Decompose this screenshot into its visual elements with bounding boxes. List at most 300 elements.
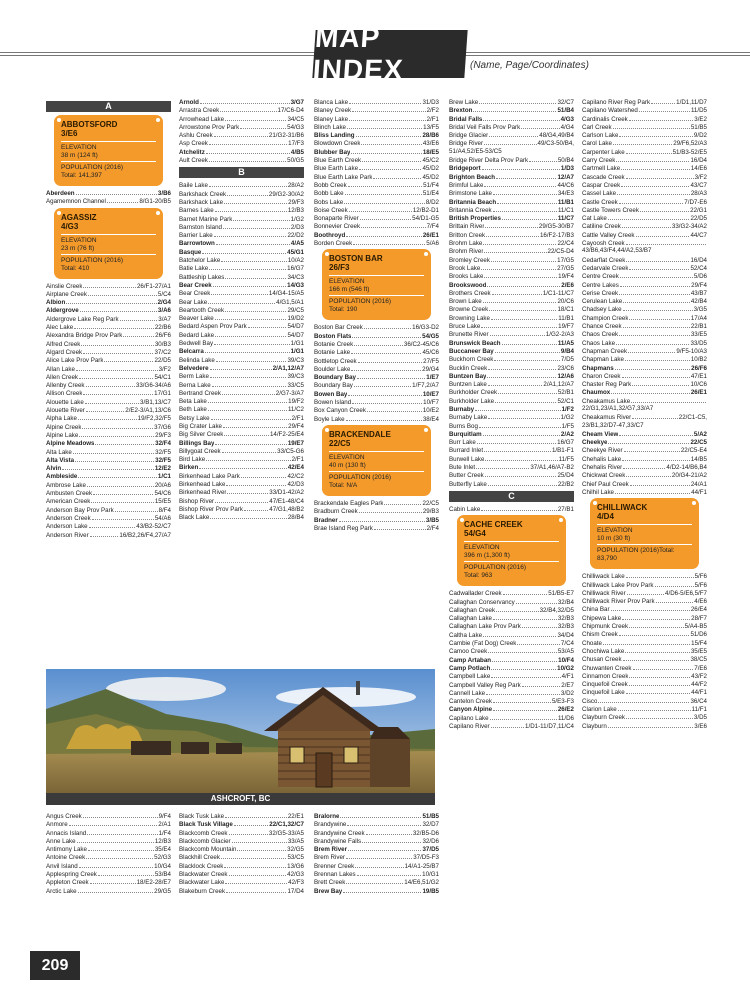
index-entry — [314, 139, 439, 147]
leader-dots — [361, 139, 421, 145]
town-name-text: CHILLIWACK — [597, 503, 648, 513]
entry-page: 16/F2-17/B3 — [539, 231, 574, 239]
entry-name: Anvil Island — [46, 862, 78, 870]
entry-page: 11/B1 — [557, 198, 574, 206]
index-entry — [582, 189, 707, 197]
entry-page: 11/B1 — [558, 314, 574, 322]
index-entry — [314, 499, 439, 507]
leader-dots — [210, 513, 287, 519]
town-info-card — [590, 498, 699, 569]
index-entry — [582, 680, 707, 688]
entry-name: Asp Creek — [179, 140, 208, 148]
index-entry — [582, 364, 707, 372]
index-entry — [582, 173, 707, 181]
index-entry — [449, 589, 574, 597]
entry-name: Burkholder Lake — [449, 397, 495, 405]
entry-page: 27/G5 — [557, 264, 574, 272]
entry-page: 2/A1,12/A7 — [543, 381, 574, 389]
entry-name: Bridal Veil Falls Prov Park — [449, 123, 521, 131]
index-entry — [449, 115, 574, 123]
entry-name: Beaver Lake — [179, 315, 214, 323]
entry-page: 53/B4 — [154, 871, 171, 879]
entry-name: Chipewa Lake — [582, 614, 622, 622]
index-entry — [179, 829, 304, 837]
entry-name: Bridge River — [449, 140, 484, 148]
entry-name: Birkenhead River — [179, 489, 227, 497]
entry-page: 53/C5 — [287, 854, 304, 862]
entry-page: 29/G5 — [154, 887, 171, 895]
entry-page: 22/D2 — [287, 232, 304, 240]
entry-page: 1/G2 — [290, 215, 304, 223]
leader-dots — [656, 597, 694, 603]
index-entry — [449, 322, 574, 330]
leader-dots — [88, 290, 157, 296]
entry-page: 22/C1,32/C7 — [269, 821, 304, 829]
leader-dots — [215, 497, 268, 503]
leader-dots — [618, 705, 691, 711]
entry-name: Buntzen Lake — [449, 381, 487, 389]
entry-page: 1/D1-11/D7,11/C4 — [525, 723, 574, 730]
leader-dots — [626, 713, 693, 719]
entry-page: 34/D4 — [557, 631, 574, 639]
index-entry — [179, 422, 304, 430]
index-entry — [46, 414, 171, 422]
entry-name: Alec Lake — [46, 324, 74, 332]
entry-name: Cabin Lake — [449, 505, 481, 513]
entry-name: Anderson Creek — [46, 514, 91, 522]
leader-dots — [234, 820, 268, 826]
leader-dots — [621, 181, 689, 187]
index-entry — [449, 131, 574, 139]
index-entry — [179, 181, 304, 189]
entry-page: 51/B3-52/E5 — [672, 148, 707, 156]
leader-dots — [339, 516, 425, 522]
index-entry — [314, 357, 439, 365]
leader-dots — [483, 631, 556, 637]
entry-name: Atchelitz — [179, 148, 205, 156]
entry-name: Bowen Bay — [314, 390, 348, 398]
entry-page: 29/G2-30/A2 — [268, 190, 304, 198]
leader-dots — [85, 398, 139, 404]
population-label: POPULATION (2016) — [464, 564, 527, 572]
index-entry — [314, 348, 439, 356]
index-entry — [179, 513, 304, 521]
index-entry — [179, 306, 304, 314]
elevation-label: ELEVATION — [61, 144, 97, 151]
entry-name: Brennan Lakes — [314, 871, 356, 879]
entry-page: 2/A2 — [560, 430, 574, 438]
leader-dots — [626, 688, 691, 694]
entry-name: Chaumox — [582, 389, 611, 397]
leader-dots — [215, 314, 287, 320]
index-entry — [449, 148, 574, 156]
entry-name: Brandywine Creek — [314, 829, 365, 837]
index-entry — [179, 206, 304, 214]
index-entry — [449, 206, 574, 214]
town-map-ref: 22/C5 — [329, 438, 351, 448]
photo-caption: ASHCROFT, BC — [46, 793, 435, 805]
index-entry — [179, 289, 304, 297]
index-bottom-column-3 — [314, 812, 439, 895]
index-entry — [449, 714, 574, 722]
index-entry — [46, 423, 171, 431]
index-entry — [582, 430, 707, 438]
population-value: Total: 141,397 — [61, 172, 102, 179]
leader-dots — [608, 214, 690, 220]
index-entry — [46, 448, 171, 456]
entry-page: 10/C6 — [690, 381, 707, 389]
leader-dots — [225, 812, 287, 818]
leader-dots — [227, 190, 268, 196]
entry-page: 52/B1 — [557, 389, 574, 397]
entry-page: 21/G2-31/B6 — [268, 132, 304, 140]
leader-dots — [364, 323, 411, 329]
leader-dots — [497, 198, 557, 204]
leader-dots — [489, 131, 538, 137]
index-entry — [179, 397, 304, 405]
entry-page: 3/E2 — [694, 115, 707, 123]
entry-page: 26/E2 — [557, 706, 574, 714]
entry-page: 2/F2 — [426, 107, 439, 115]
entry-name: Blinch Lake — [314, 123, 346, 131]
index-entry — [179, 264, 304, 272]
leader-dots — [86, 406, 124, 412]
leader-dots — [359, 507, 422, 513]
leader-dots — [629, 264, 689, 270]
entry-page: 14/G4-15/A5 — [268, 290, 304, 298]
index-entry — [582, 264, 707, 272]
index-entry — [314, 853, 439, 861]
index-entry — [449, 264, 574, 272]
index-entry — [179, 98, 304, 106]
entry-page: 22/C4 — [557, 240, 574, 248]
index-entry — [46, 464, 171, 472]
leader-dots — [248, 322, 287, 328]
entry-name: Allison Creek — [46, 390, 83, 398]
entry-page: 14/E6 — [690, 165, 707, 173]
entry-page: 2/F1 — [291, 414, 304, 422]
index-entry — [582, 256, 707, 264]
population-block — [61, 255, 156, 274]
entry-name: Airplane Creek — [46, 290, 87, 298]
town-name-text: BRACKENDALE — [329, 429, 391, 439]
index-entry — [179, 106, 304, 114]
leader-dots — [624, 446, 680, 452]
entry-page: 12/E2 — [154, 465, 171, 473]
section-letter: B — [179, 167, 304, 178]
leader-dots — [208, 298, 275, 304]
entry-page: 1/D3 — [560, 165, 574, 173]
entry-name: Buccaneer Bay — [449, 347, 494, 355]
leader-dots — [351, 348, 421, 354]
page-number: 209 — [30, 951, 80, 980]
index-entry — [179, 256, 304, 264]
entry-name: Ashlu Creek — [179, 132, 213, 140]
leader-dots — [211, 414, 291, 420]
index-entry — [582, 589, 707, 597]
index-entry — [46, 812, 171, 820]
entry-name: Clayburn — [582, 722, 607, 730]
index-entry — [314, 390, 439, 398]
leader-dots — [491, 722, 524, 728]
entry-page: 52/C4 — [690, 264, 707, 272]
leader-dots — [83, 348, 153, 354]
entry-page: 32/B3 — [557, 615, 574, 623]
index-entry — [449, 339, 574, 347]
leader-dots — [221, 256, 287, 262]
entry-name: Buntzen Bay — [449, 372, 487, 380]
leader-dots — [345, 189, 422, 195]
leader-dots — [358, 357, 423, 363]
entry-page: 14/G3 — [287, 281, 304, 289]
index-entry — [449, 631, 574, 639]
entry-page: 22/E1 — [287, 813, 304, 820]
leader-dots — [357, 870, 422, 876]
entry-name: Chadsey Lake — [582, 306, 622, 314]
index-entry — [449, 471, 574, 479]
entry-page: 38/E4 — [422, 415, 439, 423]
entry-name: Bliss Landing — [314, 132, 355, 140]
entry-page: 22/B2 — [557, 480, 574, 488]
leader-dots — [485, 471, 557, 477]
town-map-ref: 54/G4 — [464, 529, 486, 539]
population-block — [329, 472, 424, 491]
index-entry — [449, 463, 574, 471]
entry-page: 45/C6 — [422, 349, 439, 357]
index-entry — [179, 381, 304, 389]
entry-page: 3/A7 — [158, 315, 171, 323]
index-entry — [582, 289, 707, 297]
index-entry — [582, 247, 707, 255]
leader-dots — [483, 239, 556, 245]
entry-page: 54/G3 — [287, 123, 304, 131]
town-name — [61, 120, 156, 142]
index-entry — [314, 845, 439, 853]
leader-dots — [625, 355, 690, 361]
entry-page: 18/E5 — [422, 148, 439, 156]
leader-dots — [216, 239, 290, 245]
leader-dots — [598, 697, 689, 703]
leader-dots — [205, 347, 290, 353]
entry-name: Cheam View — [582, 430, 619, 438]
entry-page: 11/F1 — [691, 706, 707, 713]
elevation-block — [61, 142, 156, 162]
entry-name: Barkshack Creek — [179, 190, 227, 198]
leader-dots — [615, 488, 690, 494]
entry-name: Blaney Creek — [314, 107, 352, 115]
index-entry — [46, 406, 171, 414]
index-entry — [46, 439, 171, 447]
entry-page: 1/B1-F1 — [551, 447, 574, 455]
entry-name: Bruce Lake — [449, 323, 481, 331]
index-entry — [582, 181, 707, 189]
index-entry — [582, 397, 707, 405]
elevation-block — [61, 235, 156, 255]
entry-page: 2/F4 — [426, 524, 439, 532]
entry-page: 45/G1 — [287, 248, 304, 256]
entry-name: Cerise Creek — [582, 289, 619, 297]
entry-page: 17/F3 — [288, 140, 304, 148]
entry-name: Barnet Marine Park — [179, 215, 233, 223]
entry-name: Cassel Lake — [582, 190, 617, 198]
town-info-card — [457, 515, 566, 586]
town-name — [61, 213, 156, 235]
index-entry — [179, 389, 304, 397]
index-entry — [179, 812, 304, 820]
entry-name: Campbell Lake — [449, 673, 491, 681]
entry-name: Chilliwack Lake — [582, 573, 625, 581]
entry-name: Barnston Island — [179, 223, 222, 231]
entry-page: 32/B3 — [557, 623, 574, 631]
index-entry — [449, 380, 574, 388]
entry-page: 22/C5 — [422, 499, 439, 507]
entry-page: 4/B5 — [290, 148, 304, 156]
index-entry — [582, 231, 707, 239]
entry-page: 5/C4 — [157, 290, 171, 298]
leader-dots — [367, 406, 422, 412]
entry-page: 16/D4 — [690, 157, 707, 165]
index-entry — [582, 214, 707, 222]
index-entry — [314, 878, 439, 886]
entry-name: Chusan Creek — [582, 656, 622, 664]
index-entry — [46, 522, 171, 530]
entry-page: 51/B5 — [690, 123, 707, 131]
entry-name: Big Silver Creek — [179, 431, 224, 439]
index-entry — [449, 689, 574, 697]
entry-page: 37/D5-F3 — [413, 854, 439, 862]
leader-dots — [83, 389, 153, 395]
index-entry — [449, 164, 574, 172]
index-entry — [179, 372, 304, 380]
town-name — [329, 254, 424, 276]
entry-page: 3/E6 — [694, 722, 707, 730]
index-entry — [179, 273, 304, 281]
leader-dots — [529, 156, 557, 162]
entry-page: 32/F5 — [155, 448, 171, 456]
entry-name: Ault Creek — [179, 157, 208, 165]
entry-name: Bridge River Delta Prov Park — [449, 157, 529, 165]
leader-dots — [78, 887, 154, 893]
page-subtitle: (Name, Page/Coordinates) — [470, 60, 589, 71]
index-entry — [314, 829, 439, 837]
entry-name: Cedarvale Creek — [582, 264, 629, 272]
index-entry — [449, 455, 574, 463]
entry-name: Burnaby Lake — [449, 414, 488, 422]
index-entry — [582, 471, 707, 479]
entry-name: Burwell Lake — [449, 455, 485, 463]
index-entry — [449, 289, 574, 297]
leader-dots — [73, 448, 154, 454]
leader-dots — [608, 438, 689, 444]
entry-name: Bird Lake — [179, 456, 206, 464]
leader-dots — [521, 123, 559, 129]
index-column-1 — [46, 98, 171, 539]
entry-page: 22/C5-E4 — [680, 447, 707, 455]
entry-page: 7/D7-E6 — [684, 198, 707, 206]
entry-page: 16/B2,26/F4,27/A7 — [119, 531, 171, 539]
index-entry — [449, 173, 574, 181]
entry-page: 7/E6 — [694, 664, 707, 672]
leader-dots — [210, 372, 287, 378]
entry-page: 29/F6,52/A3 — [673, 140, 707, 148]
leader-dots — [473, 106, 556, 112]
leader-dots — [62, 464, 154, 470]
index-entry — [582, 614, 707, 622]
entry-name: Arrowhead Lake — [179, 115, 225, 123]
entry-name: Burkholder Creek — [449, 389, 498, 397]
elevation-label: ELEVATION — [329, 278, 365, 286]
entry-name: Caspar Creek — [582, 181, 621, 189]
leader-dots — [476, 463, 529, 469]
entry-page: 9/F5-10/A3 — [676, 347, 707, 355]
town-map-ref: 4/D4 — [597, 512, 614, 522]
entry-page: 54/D1-G5 — [412, 215, 439, 223]
leader-dots — [611, 605, 690, 611]
entry-page: 12/B3 — [287, 207, 304, 215]
index-entry — [449, 239, 574, 247]
index-entry — [449, 622, 574, 630]
index-entry — [582, 705, 707, 713]
index-entry — [449, 397, 574, 405]
entry-name: Arctic Lake — [46, 887, 77, 895]
index-entry — [449, 697, 574, 705]
index-entry — [179, 463, 304, 471]
entry-page: 44/F1 — [691, 488, 707, 496]
entry-page: 1/F2 — [561, 405, 574, 413]
leader-dots — [120, 315, 158, 321]
entry-name: Cheakamus Lake — [582, 397, 631, 405]
entry-name: Black Lake — [179, 514, 210, 522]
town-name — [464, 520, 559, 542]
entry-name: Butter Creek — [449, 472, 484, 480]
entry-page: 35/E4 — [154, 846, 171, 854]
leader-dots — [349, 98, 421, 104]
index-entry — [179, 339, 304, 347]
leader-dots — [354, 381, 411, 387]
index-entry — [582, 647, 707, 655]
leader-dots — [225, 306, 286, 312]
leader-dots — [202, 248, 286, 254]
index-entry — [46, 290, 171, 298]
index-entry — [314, 524, 439, 532]
entry-page: 2/A1 — [158, 821, 171, 829]
leader-dots — [349, 115, 426, 121]
entry-page: 5/F6 — [694, 573, 707, 581]
entry-page: 10/E7 — [422, 390, 439, 398]
entry-name: Birken — [179, 464, 199, 472]
entry-page: 30/B3 — [154, 340, 171, 348]
leader-dots — [87, 481, 154, 487]
leader-dots — [613, 139, 672, 145]
leader-dots — [74, 323, 154, 329]
index-entry — [582, 131, 707, 139]
entry-name: Botanie Lake — [314, 349, 351, 357]
entry-page: 19/E7 — [287, 439, 304, 447]
entry-page: 11/F5 — [558, 455, 574, 463]
entry-name: Bear Creek — [179, 281, 212, 289]
leader-dots — [632, 380, 689, 386]
entry-page: 13/F5 — [423, 123, 439, 131]
entry-name: Cheakamus River — [582, 414, 632, 422]
entry-name: Chapman Creek — [582, 347, 628, 355]
entry-page: 53/A5 — [557, 648, 574, 656]
index-entry — [449, 438, 574, 446]
leader-dots — [208, 397, 287, 403]
leader-dots — [356, 131, 422, 137]
entry-name: Bromley Creek — [449, 256, 490, 264]
index-entry — [582, 488, 707, 496]
index-entry — [449, 106, 574, 114]
